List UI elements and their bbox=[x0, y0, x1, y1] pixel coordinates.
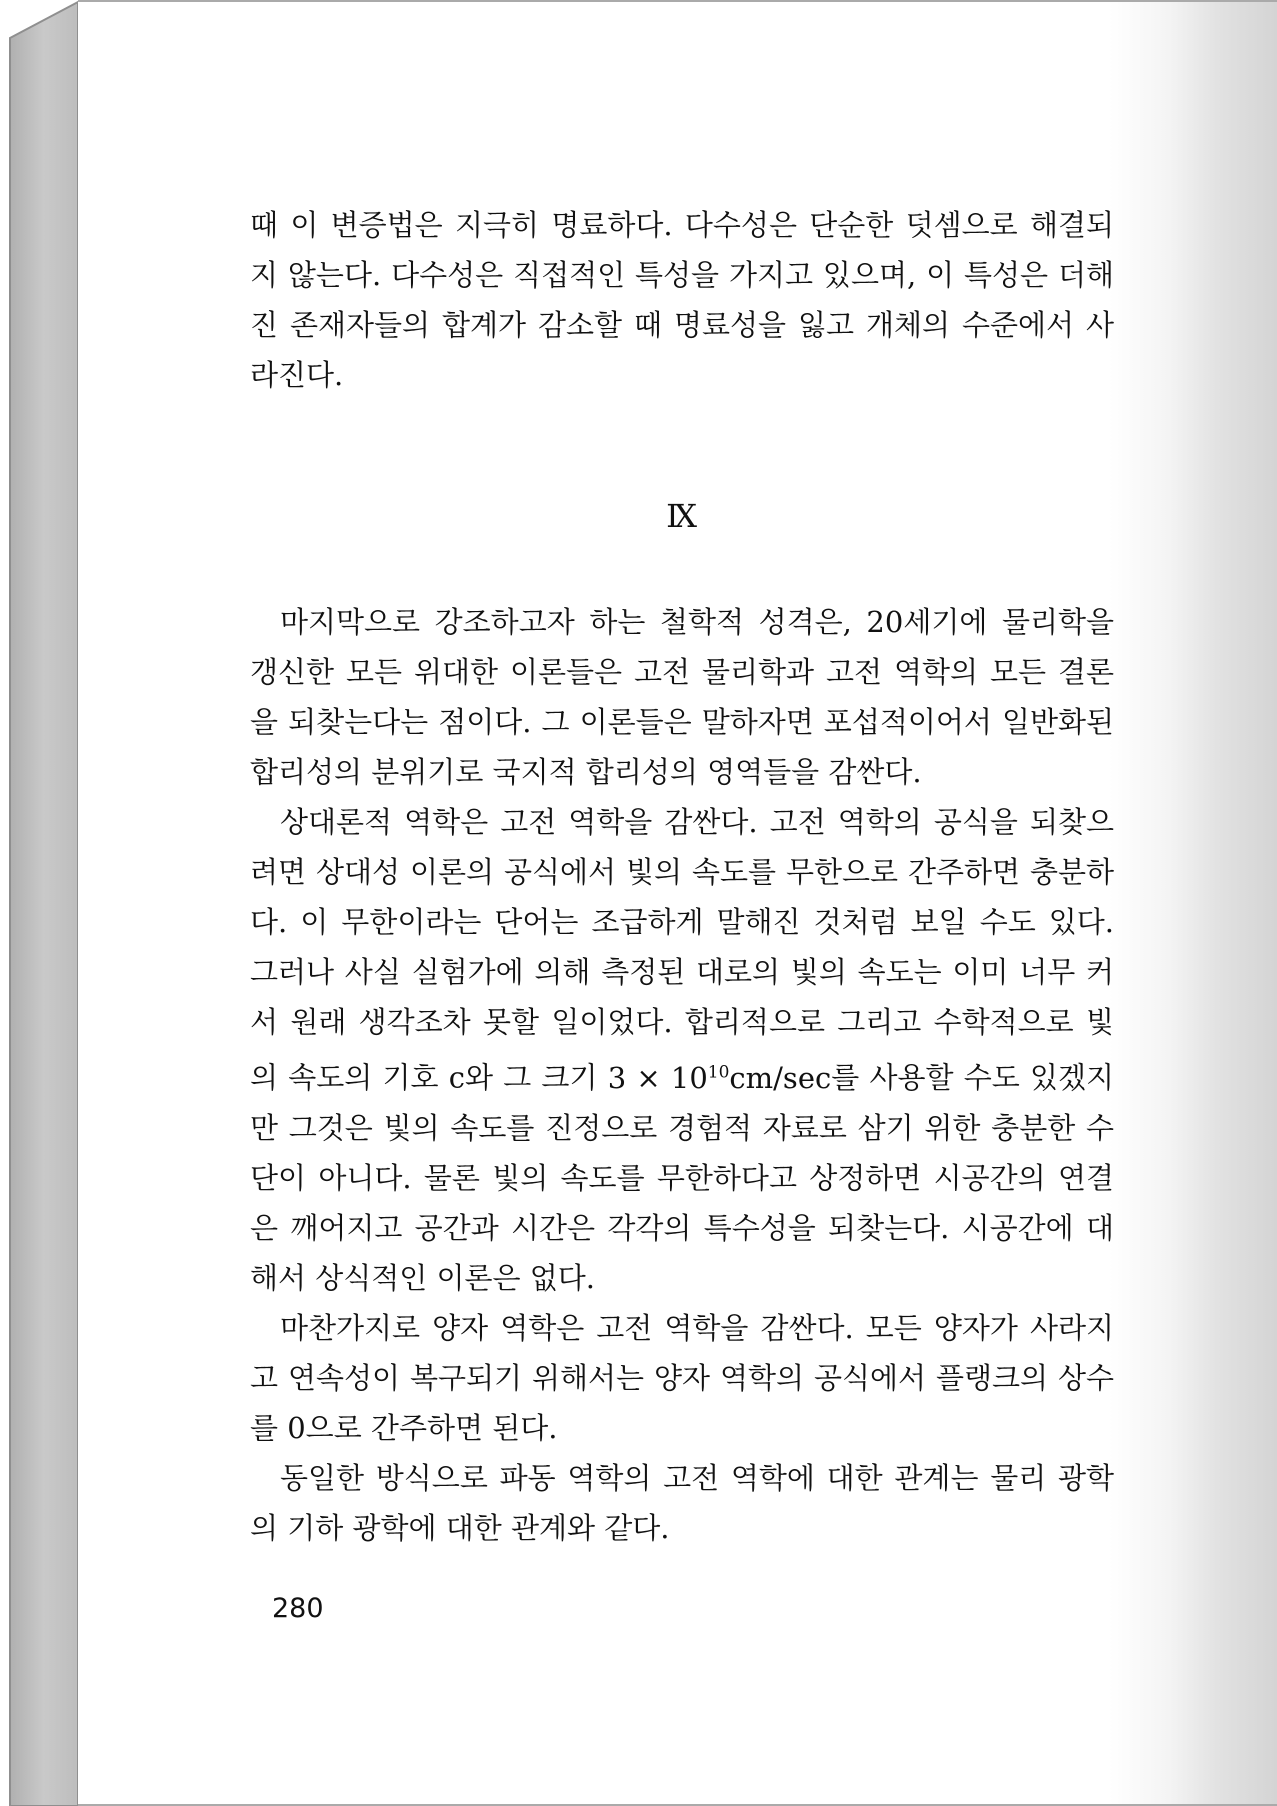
formula-exponent: 10 bbox=[707, 1062, 730, 1082]
speed-formula bbox=[608, 1061, 832, 1095]
formula-base: 3 × 10 bbox=[607, 1060, 708, 1095]
book-spine-edge bbox=[0, 0, 80, 1806]
paragraph-4: 동일한 방식으로 파동 역학의 고전 역학에 대한 관계는 물리 광학의 기하 광학에 대한 관계와 같다. bbox=[250, 1460, 1114, 1545]
paragraph-3: 마찬가지로 양자 역학은 고전 역학을 감싼다. 모든 양자가 사라지고 연속성이 복구되기 위해서는 양자 역학의 공식에서 플랭크의 상수를 0으로 간주하면 된다. bbox=[250, 1310, 1114, 1445]
paragraph-2-head: 상대론적 역학은 고전 역학을 감싼다. 고전 역학의 공식을 되찾으려면 상대성 이론의 공식에서 빛의 속도를 무한으로 간주하면 충분하다. 이 무한이라는 단어는 조급하게 말해진 것처럼 보일 수도 있다. 그러나 사실 실험가에 의해 측정된 대로의 빛의 속도는 이미 너무 커서 원래 생각조차 못할 일이었다. 합리적으로 그리고 수학적으로 빛의 속도의 기호 c와 그 크기 bbox=[250, 805, 1114, 1095]
paragraph-1: 마지막으로 강조하고자 하는 철학적 성격은, 20세기에 물리학을 갱신한 모든 위대한 이론들은 고전 물리학과 고전 역학의 모든 결론을 되찾는다는 점이다. 그 이론들은 말하자면 포섭적이어서 일반화된 합리성의 분위기로 국지적 합리성의 영역들을 감싼다. bbox=[250, 605, 1114, 789]
formula-unit: cm/sec bbox=[729, 1060, 832, 1095]
opening-paragraph: 때 이 변증법은 지극히 명료하다. 다수성은 단순한 덧셈으로 해결되지 않는다. 다수성은 직접적인 특성을 가지고 있으며, 이 특성은 더해진 존재자들의 합계가 감소할 때 명료성을 잃고 개체의 수준에서 사라진다. bbox=[250, 208, 1114, 392]
paragraph-2 bbox=[250, 797, 1114, 1303]
paragraph-2-tail: 를 사용할 수도 있겠지만 그것은 빛의 속도를 진정으로 경험적 자료로 삼기 위한 충분한 수단이 아니다. 물론 빛의 속도를 무한하다고 상정하면 시공간의 연결은 깨어지고 공간과 시간은 각각의 특수성을 되찾는다. 시공간에 대해서 상식적인 이론은 없다. bbox=[250, 1060, 1115, 1295]
section-heading: Ⅸ bbox=[666, 497, 698, 535]
page-number: 280 bbox=[272, 1593, 324, 1624]
section-body bbox=[250, 597, 1114, 1553]
